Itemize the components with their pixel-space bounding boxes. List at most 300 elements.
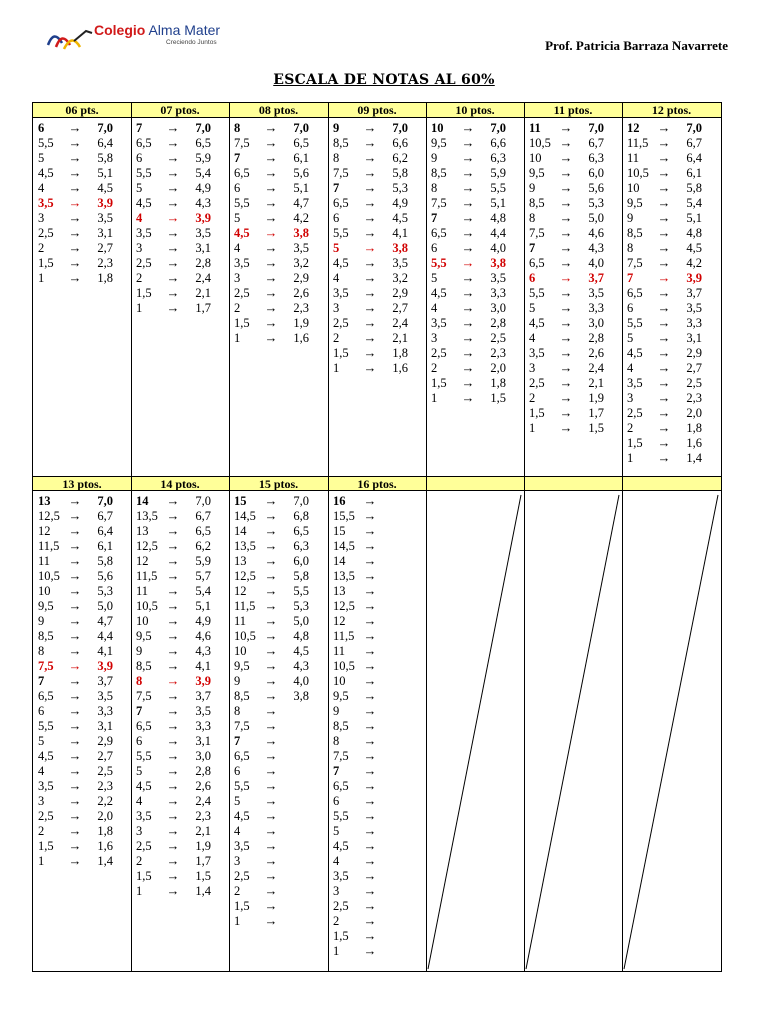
column-header: 10 ptos. (426, 103, 524, 118)
score-value: 4 (136, 211, 143, 225)
score-value: 7,5 (38, 659, 54, 673)
grade-value: 3,7 (195, 689, 211, 703)
arrow-icon: → (461, 210, 475, 225)
arrow-icon: → (363, 778, 377, 793)
score-value: 6 (431, 241, 438, 255)
arrow-icon: → (166, 598, 180, 613)
arrow-icon: → (264, 718, 278, 733)
score-value: 7,5 (627, 256, 643, 270)
grade-value: 2,1 (195, 286, 211, 300)
arrow-icon: → (264, 255, 278, 270)
arrow-icon: → (264, 733, 278, 748)
column-header: 07 ptos. (131, 103, 229, 118)
arrow-icon: → (166, 165, 180, 180)
grade-value: 6,8 (293, 509, 309, 523)
score-value: 9 (38, 614, 45, 628)
score-value: 1 (627, 451, 634, 465)
score-value: 8,5 (529, 196, 545, 210)
score-value: 11,5 (136, 569, 158, 583)
grade-value: 3,5 (490, 271, 506, 285)
score-value: 1,5 (38, 256, 54, 270)
arrow-icon: → (264, 838, 278, 853)
grade-value: 1,5 (490, 391, 506, 405)
score-value: 16 (333, 494, 346, 508)
score-value: 2 (627, 421, 634, 435)
score-value: 11,5 (234, 599, 256, 613)
score-value: 9 (136, 644, 143, 658)
score-value: 1 (136, 301, 143, 315)
score-value: 1 (38, 271, 45, 285)
score-value: 8,5 (431, 166, 447, 180)
grade-value: 3,5 (195, 226, 211, 240)
score-value: 7,5 (136, 689, 152, 703)
arrow-icon: → (166, 808, 180, 823)
grade-value: 7,0 (293, 494, 309, 508)
grade-value: 1,5 (588, 421, 604, 435)
score-value: 2,5 (38, 226, 54, 240)
grade-value: 5,3 (588, 196, 604, 210)
score-value: 10 (38, 584, 51, 598)
score-value: 10,5 (234, 629, 256, 643)
score-value: 5,5 (333, 809, 349, 823)
score-value: 7 (333, 181, 340, 195)
score-value: 2 (136, 271, 143, 285)
arrow-icon: → (264, 793, 278, 808)
arrow-icon: → (68, 643, 82, 658)
score-value: 6,5 (234, 166, 250, 180)
arrow-icon: → (363, 135, 377, 150)
score-value: 4 (234, 241, 241, 255)
arrow-icon: → (68, 853, 82, 868)
score-value: 8,5 (627, 226, 643, 240)
arrow-icon: → (363, 255, 377, 270)
arrow-icon: → (363, 808, 377, 823)
arrow-icon: → (166, 150, 180, 165)
score-value: 1,5 (234, 316, 250, 330)
score-value: 13,5 (136, 509, 158, 523)
arrow-icon: → (559, 195, 573, 210)
grade-value: 2,9 (686, 346, 702, 360)
grade-value: 4,0 (588, 256, 604, 270)
arrow-icon: → (68, 793, 82, 808)
grade-value: 5,1 (293, 181, 309, 195)
arrow-icon: → (68, 165, 82, 180)
grade-value: 4,4 (490, 226, 506, 240)
score-value: 1,5 (333, 346, 349, 360)
grade-value: 2,7 (392, 301, 408, 315)
score-value: 15 (234, 494, 247, 508)
arrow-icon: → (363, 733, 377, 748)
grade-value: 5,3 (392, 181, 408, 195)
score-value: 3,5 (333, 286, 349, 300)
score-value: 2,5 (136, 839, 152, 853)
grade-value: 1,8 (686, 421, 702, 435)
score-value: 6,5 (38, 689, 54, 703)
arrow-icon: → (461, 195, 475, 210)
arrow-icon: → (68, 523, 82, 538)
score-value: 5 (234, 211, 241, 225)
grade-value: 4,5 (293, 644, 309, 658)
score-value: 3 (627, 391, 634, 405)
score-value: 8,5 (234, 689, 250, 703)
grade-value: 4,4 (97, 629, 113, 643)
grade-value: 6,7 (195, 509, 211, 523)
score-value: 2 (431, 361, 438, 375)
page-title: ESCALA DE NOTAS AL 60% (273, 72, 495, 88)
score-value: 5 (136, 181, 143, 195)
grade-value: 3,5 (97, 211, 113, 225)
arrow-icon: → (264, 703, 278, 718)
score-value: 10,5 (136, 599, 158, 613)
score-value: 10 (529, 151, 542, 165)
arrow-icon: → (68, 748, 82, 763)
arrow-icon: → (657, 450, 671, 465)
grade-value: 3,9 (195, 674, 211, 688)
arrow-icon: → (363, 508, 377, 523)
score-value: 8 (234, 121, 241, 135)
score-value: 5,5 (431, 256, 447, 270)
arrow-icon: → (363, 165, 377, 180)
grade-value: 6,7 (588, 136, 604, 150)
score-value: 4,5 (333, 256, 349, 270)
arrow-icon: → (363, 853, 377, 868)
arrow-icon: → (264, 658, 278, 673)
grade-value: 5,3 (97, 584, 113, 598)
grade-value: 3,3 (195, 719, 211, 733)
arrow-icon: → (166, 718, 180, 733)
grade-value: 6,4 (686, 151, 702, 165)
arrow-icon: → (657, 345, 671, 360)
arrow-icon: → (363, 225, 377, 240)
arrow-icon: → (166, 285, 180, 300)
score-value: 12 (38, 524, 51, 538)
grade-value: 5,9 (195, 151, 211, 165)
grade-value: 2,5 (97, 764, 113, 778)
score-value: 4 (38, 181, 45, 195)
score-value: 5,5 (529, 286, 545, 300)
grade-value: 6,7 (97, 509, 113, 523)
arrow-icon: → (461, 330, 475, 345)
arrow-icon: → (363, 285, 377, 300)
score-value: 10 (627, 181, 640, 195)
score-value: 15,5 (333, 509, 355, 523)
arrow-icon: → (166, 553, 180, 568)
score-value: 1,5 (529, 406, 545, 420)
arrow-icon: → (264, 523, 278, 538)
arrow-icon: → (559, 165, 573, 180)
grade-value: 4,2 (293, 211, 309, 225)
grade-value: 2,6 (195, 779, 211, 793)
grade-value: 3,0 (195, 749, 211, 763)
grade-value: 4,6 (588, 226, 604, 240)
score-value: 1,5 (38, 839, 54, 853)
grade-value: 4,5 (97, 181, 113, 195)
grade-value: 6,3 (293, 539, 309, 553)
arrow-icon: → (559, 300, 573, 315)
score-value: 2,5 (333, 316, 349, 330)
score-value: 3 (431, 331, 438, 345)
grade-value: 1,6 (97, 839, 113, 853)
score-value: 5,5 (333, 226, 349, 240)
arrow-icon: → (166, 255, 180, 270)
score-value: 10 (136, 614, 149, 628)
arrow-icon: → (166, 493, 180, 508)
arrow-icon: → (657, 390, 671, 405)
arrow-icon: → (68, 255, 82, 270)
grade-value: 1,7 (588, 406, 604, 420)
score-value: 8 (529, 211, 536, 225)
grade-value: 3,8 (490, 256, 506, 270)
grade-value: 7,0 (686, 121, 702, 135)
arrow-icon: → (166, 523, 180, 538)
grade-value: 2,8 (588, 331, 604, 345)
arrow-icon: → (166, 508, 180, 523)
score-value: 6,5 (529, 256, 545, 270)
score-value: 3 (333, 884, 340, 898)
arrow-icon: → (559, 135, 573, 150)
score-value: 5 (38, 151, 45, 165)
score-value: 5 (333, 824, 340, 838)
score-value: 2 (333, 331, 340, 345)
arrow-icon: → (166, 120, 180, 135)
arrow-icon: → (68, 195, 82, 210)
grade-value: 5,8 (293, 569, 309, 583)
column-header: 09 ptos. (328, 103, 426, 118)
arrow-icon: → (461, 390, 475, 405)
arrow-icon: → (68, 210, 82, 225)
grade-value: 6,1 (293, 151, 309, 165)
arrow-icon: → (657, 150, 671, 165)
score-value: 10,5 (529, 136, 551, 150)
arrow-icon: → (264, 508, 278, 523)
score-value: 3 (529, 361, 536, 375)
column-header: 15 ptos. (229, 476, 328, 491)
arrow-icon: → (657, 240, 671, 255)
grade-value: 5,1 (490, 196, 506, 210)
score-value: 4,5 (431, 286, 447, 300)
arrow-icon: → (264, 150, 278, 165)
score-value: 4,5 (529, 316, 545, 330)
arrow-icon: → (363, 195, 377, 210)
arrow-icon: → (68, 493, 82, 508)
arrow-icon: → (68, 240, 82, 255)
grade-value: 2,7 (97, 241, 113, 255)
score-value: 1 (136, 884, 143, 898)
arrow-icon: → (166, 613, 180, 628)
grade-value: 6,2 (195, 539, 211, 553)
score-value: 9,5 (627, 196, 643, 210)
column-header: 06 pts. (33, 103, 131, 118)
arrow-icon: → (68, 270, 82, 285)
score-value: 1,5 (136, 286, 152, 300)
arrow-icon: → (559, 345, 573, 360)
score-value: 5 (136, 764, 143, 778)
score-value: 1,5 (234, 899, 250, 913)
arrow-icon: → (166, 628, 180, 643)
arrow-icon: → (68, 763, 82, 778)
arrow-icon: → (264, 823, 278, 838)
column-header: 13 ptos. (33, 476, 131, 491)
arrow-icon: → (264, 210, 278, 225)
grade-value: 5,6 (97, 569, 113, 583)
arrow-icon: → (363, 838, 377, 853)
arrow-icon: → (264, 225, 278, 240)
score-value: 2 (38, 241, 45, 255)
score-value: 6 (38, 704, 45, 718)
score-value: 11 (234, 614, 247, 628)
grade-value: 5,3 (293, 599, 309, 613)
grade-value: 1,4 (195, 884, 211, 898)
arrow-icon: → (264, 240, 278, 255)
arrow-icon: → (68, 568, 82, 583)
arrow-icon: → (166, 135, 180, 150)
grade-value: 2,4 (195, 271, 211, 285)
score-value: 14 (234, 524, 247, 538)
score-value: 6 (333, 794, 340, 808)
school-logo (46, 22, 261, 52)
score-value: 7,5 (234, 136, 250, 150)
score-value: 4 (431, 301, 438, 315)
score-value: 6 (234, 764, 241, 778)
arrow-icon: → (264, 598, 278, 613)
arrow-icon: → (657, 315, 671, 330)
arrow-icon: → (68, 808, 82, 823)
grade-value: 4,9 (195, 181, 211, 195)
arrow-icon: → (68, 553, 82, 568)
arrow-icon: → (559, 360, 573, 375)
arrow-icon: → (363, 210, 377, 225)
grade-value: 1,6 (392, 361, 408, 375)
grade-value: 5,1 (97, 166, 113, 180)
grade-value: 1,5 (195, 869, 211, 883)
arrow-icon: → (657, 135, 671, 150)
score-value: 6,5 (627, 286, 643, 300)
arrow-icon: → (264, 868, 278, 883)
score-value: 14 (136, 494, 149, 508)
grade-value: 7,0 (490, 121, 506, 135)
score-value: 7,5 (234, 719, 250, 733)
score-value: 3 (38, 211, 45, 225)
grade-value: 5,0 (588, 211, 604, 225)
grade-value: 5,4 (195, 584, 211, 598)
grade-value: 3,5 (293, 241, 309, 255)
score-value: 2,5 (333, 899, 349, 913)
grade-value: 3,3 (686, 316, 702, 330)
arrow-icon: → (363, 793, 377, 808)
arrow-icon: → (461, 270, 475, 285)
arrow-icon: → (363, 598, 377, 613)
grade-value: 2,7 (97, 749, 113, 763)
grade-value: 3,5 (97, 689, 113, 703)
score-value: 8 (333, 151, 340, 165)
score-value: 4,5 (627, 346, 643, 360)
arrow-icon: → (363, 240, 377, 255)
score-value: 14,5 (333, 539, 355, 553)
grade-value: 2,3 (97, 779, 113, 793)
grade-value: 3,9 (97, 196, 113, 210)
score-value: 11,5 (627, 136, 649, 150)
grade-value: 4,0 (293, 674, 309, 688)
score-value: 11 (136, 584, 149, 598)
arrow-icon: → (559, 390, 573, 405)
grade-value: 4,7 (97, 614, 113, 628)
score-value: 15 (333, 524, 346, 538)
score-value: 3,5 (136, 809, 152, 823)
grade-value: 7,0 (97, 494, 113, 508)
arrow-icon: → (363, 150, 377, 165)
arrow-icon: → (461, 180, 475, 195)
grade-value: 2,7 (686, 361, 702, 375)
score-value: 9,5 (136, 629, 152, 643)
arrow-icon: → (264, 688, 278, 703)
score-value: 4,5 (136, 196, 152, 210)
arrow-icon: → (363, 898, 377, 913)
score-value: 2,5 (529, 376, 545, 390)
grade-value: 1,6 (293, 331, 309, 345)
arrow-icon: → (264, 315, 278, 330)
arrow-icon: → (657, 360, 671, 375)
score-value: 13 (234, 554, 247, 568)
arrow-icon: → (264, 165, 278, 180)
arrow-icon: → (559, 315, 573, 330)
score-value: 13 (333, 584, 346, 598)
grade-value: 2,5 (490, 331, 506, 345)
logo-emblem-icon (46, 25, 94, 51)
score-value: 4 (234, 824, 241, 838)
score-value: 12 (234, 584, 247, 598)
score-value: 1 (38, 854, 45, 868)
arrow-icon: → (363, 360, 377, 375)
arrow-icon: → (461, 345, 475, 360)
grade-value: 5,9 (490, 166, 506, 180)
arrow-icon: → (166, 538, 180, 553)
grade-value: 5,6 (293, 166, 309, 180)
arrow-icon: → (166, 778, 180, 793)
grade-value: 5,1 (686, 211, 702, 225)
score-value: 9 (529, 181, 536, 195)
arrow-icon: → (363, 613, 377, 628)
arrow-icon: → (68, 688, 82, 703)
grade-value: 3,1 (97, 719, 113, 733)
arrow-icon: → (166, 823, 180, 838)
arrow-icon: → (166, 853, 180, 868)
score-value: 2 (234, 301, 241, 315)
score-value: 3 (234, 854, 241, 868)
arrow-icon: → (68, 703, 82, 718)
score-value: 10,5 (333, 659, 355, 673)
arrow-icon: → (166, 300, 180, 315)
grade-scale-table (32, 102, 722, 972)
arrow-icon: → (559, 405, 573, 420)
score-value: 5,5 (627, 316, 643, 330)
score-value: 2 (136, 854, 143, 868)
grade-value: 4,5 (686, 241, 702, 255)
arrow-icon: → (461, 360, 475, 375)
score-value: 2 (38, 824, 45, 838)
score-value: 6 (234, 181, 241, 195)
grade-value: 2,4 (392, 316, 408, 330)
grade-value: 3,5 (686, 301, 702, 315)
score-value: 13,5 (234, 539, 256, 553)
arrow-icon: → (363, 643, 377, 658)
score-value: 6 (38, 121, 45, 135)
grade-value: 3,1 (195, 241, 211, 255)
score-value: 9 (333, 121, 340, 135)
score-value: 7 (234, 151, 241, 165)
grade-value: 1,9 (588, 391, 604, 405)
arrow-icon: → (264, 330, 278, 345)
grade-value: 6,5 (195, 136, 211, 150)
